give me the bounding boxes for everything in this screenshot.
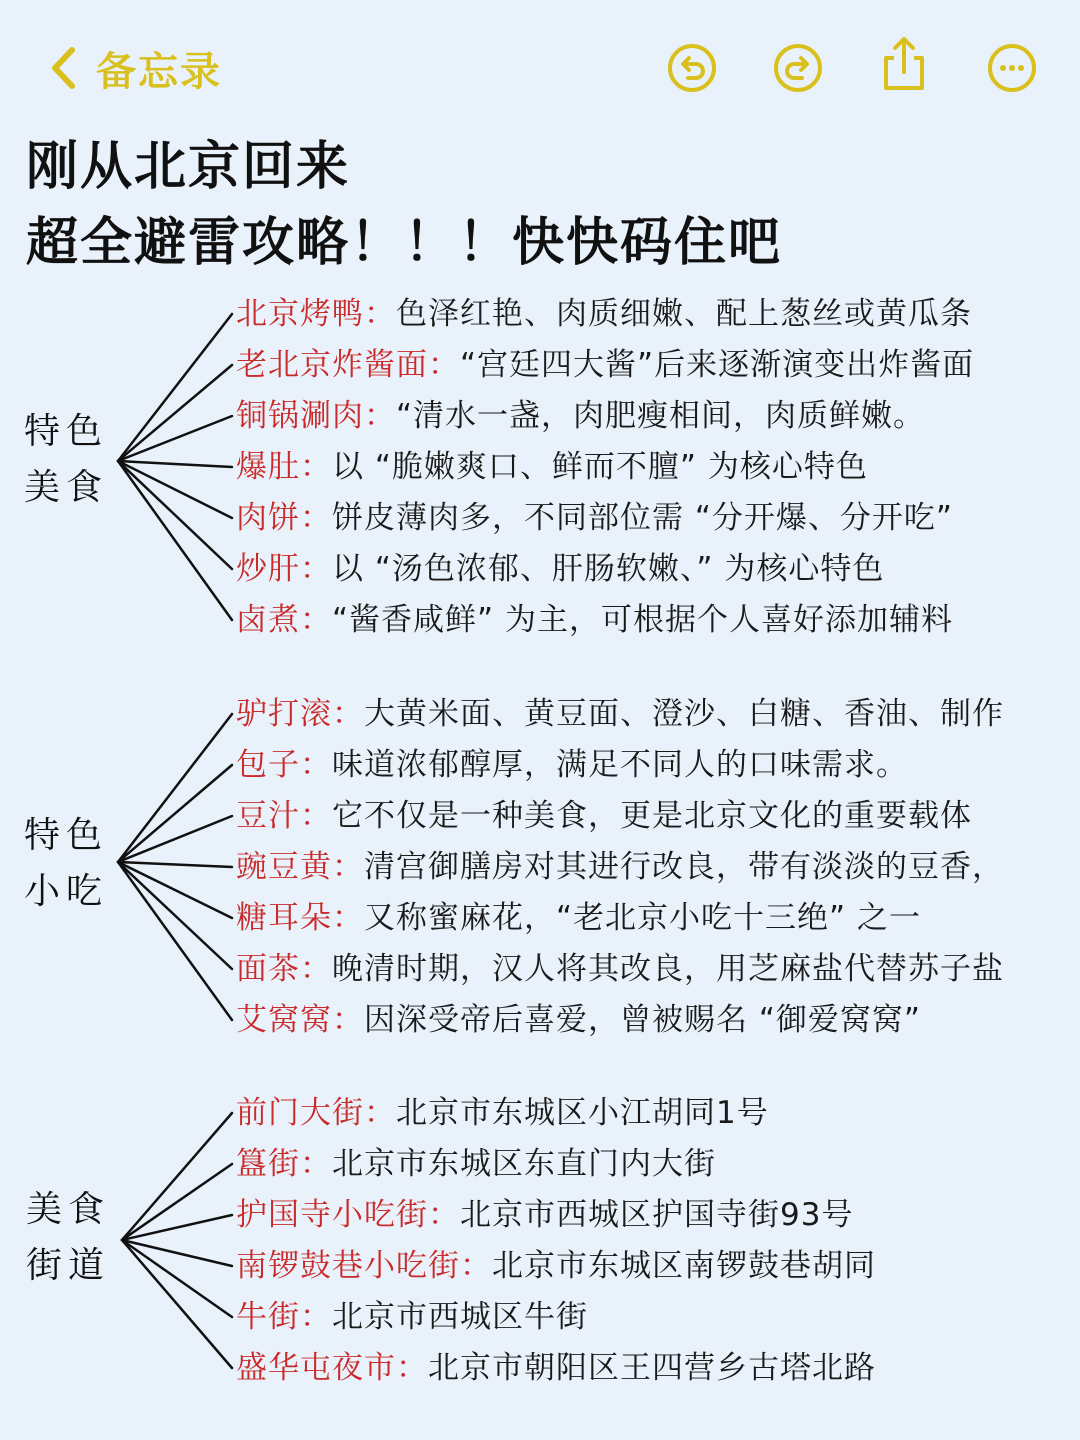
branch-line bbox=[118, 416, 232, 461]
more-icon[interactable] bbox=[986, 42, 1038, 94]
top-bar bbox=[0, 0, 1080, 130]
branch-line bbox=[118, 765, 232, 862]
category-label-food-streets: 美食 街道 bbox=[26, 1189, 111, 1286]
list-item: 肉饼：饼皮薄肉多，不同部位需 “分开爆、分开吃” bbox=[236, 500, 953, 536]
branch-line bbox=[118, 862, 232, 867]
undo-icon[interactable] bbox=[666, 42, 718, 94]
list-item: 前门大街：北京市东城区小江胡同1号 bbox=[236, 1095, 769, 1131]
list-item: 包子：味道浓郁醇厚，满足不同人的口味需求。 bbox=[236, 747, 908, 783]
branch-line bbox=[122, 1215, 232, 1240]
share-icon[interactable] bbox=[878, 36, 930, 88]
list-item: 簋街：北京市东城区东直门内大街 bbox=[236, 1146, 716, 1182]
list-item: 盛华屯夜市：北京市朝阳区王四营乡古塔北路 bbox=[236, 1350, 876, 1386]
branch-line bbox=[122, 1240, 232, 1368]
list-item: 牛街：北京市西城区牛街 bbox=[236, 1299, 588, 1335]
list-item: 爆肚：以 “脆嫩爽口、鲜而不膻” 为核心特色 bbox=[236, 449, 868, 485]
branch-line bbox=[118, 862, 232, 1020]
back-button[interactable] bbox=[48, 38, 222, 98]
branch-line bbox=[118, 461, 232, 467]
title-line-1: 刚从北京回来 bbox=[26, 137, 351, 197]
list-item: 炒肝：以 “汤色浓郁、肝肠软嫩、” 为核心特色 bbox=[236, 551, 885, 587]
branch-line bbox=[118, 314, 232, 461]
branch-line bbox=[118, 714, 232, 862]
branch-line bbox=[122, 1113, 232, 1240]
list-item: 铜锅涮肉：“清水一盏，肉肥瘦相间，肉质鲜嫩。 bbox=[236, 398, 926, 434]
redo-icon[interactable] bbox=[772, 42, 824, 94]
list-item: 豌豆黄：清宫御膳房对其进行改良，带有淡淡的豆香， bbox=[236, 849, 1004, 885]
list-item: 卤煮：“酱香咸鲜” 为主，可根据个人喜好添加辅料 bbox=[236, 602, 953, 638]
branch-line bbox=[122, 1240, 232, 1317]
branch-line bbox=[122, 1240, 232, 1266]
list-item: 老北京炸酱面：“宫廷四大酱”后来逐渐演变出炸酱面 bbox=[236, 347, 975, 383]
category-label-specialty-snacks: 特色 小吃 bbox=[24, 815, 109, 912]
back-label: 备忘录 bbox=[96, 48, 222, 95]
branch-line bbox=[118, 862, 232, 918]
list-item: 糖耳朵：又称蜜麻花，“老北京小吃十三绝” 之一 bbox=[236, 900, 921, 936]
branch-line bbox=[118, 461, 232, 620]
branch-line bbox=[122, 1164, 232, 1240]
list-item: 驴打滚：大黄米面、黄豆面、澄沙、白糖、香油、制作 bbox=[236, 696, 1004, 732]
list-item: 北京烤鸭：色泽红艳、肉质细嫩、配上葱丝或黄瓜条 bbox=[236, 296, 972, 332]
branch-line bbox=[118, 461, 232, 518]
category-label-specialty-food: 特色 美食 bbox=[24, 411, 109, 508]
branch-line bbox=[118, 862, 232, 969]
list-item: 豆汁：它不仅是一种美食，更是北京文化的重要载体 bbox=[236, 798, 972, 834]
branch-line bbox=[118, 816, 232, 862]
branch-line bbox=[118, 461, 232, 569]
list-item: 艾窝窝：因深受帝后喜爱，曾被赐名 “御爱窝窝” bbox=[236, 1002, 921, 1038]
branch-line bbox=[118, 365, 232, 461]
list-item: 南锣鼓巷小吃街：北京市东城区南锣鼓巷胡同 bbox=[236, 1248, 876, 1284]
list-item: 护国寺小吃街：北京市西城区护国寺街93号 bbox=[236, 1197, 854, 1233]
title-line-2: 超全避雷攻略！！！快快码住吧 bbox=[26, 213, 783, 273]
chevron-left-icon bbox=[48, 45, 78, 91]
list-item: 面茶：晚清时期，汉人将其改良，用芝麻盐代替苏子盐 bbox=[236, 951, 1004, 987]
